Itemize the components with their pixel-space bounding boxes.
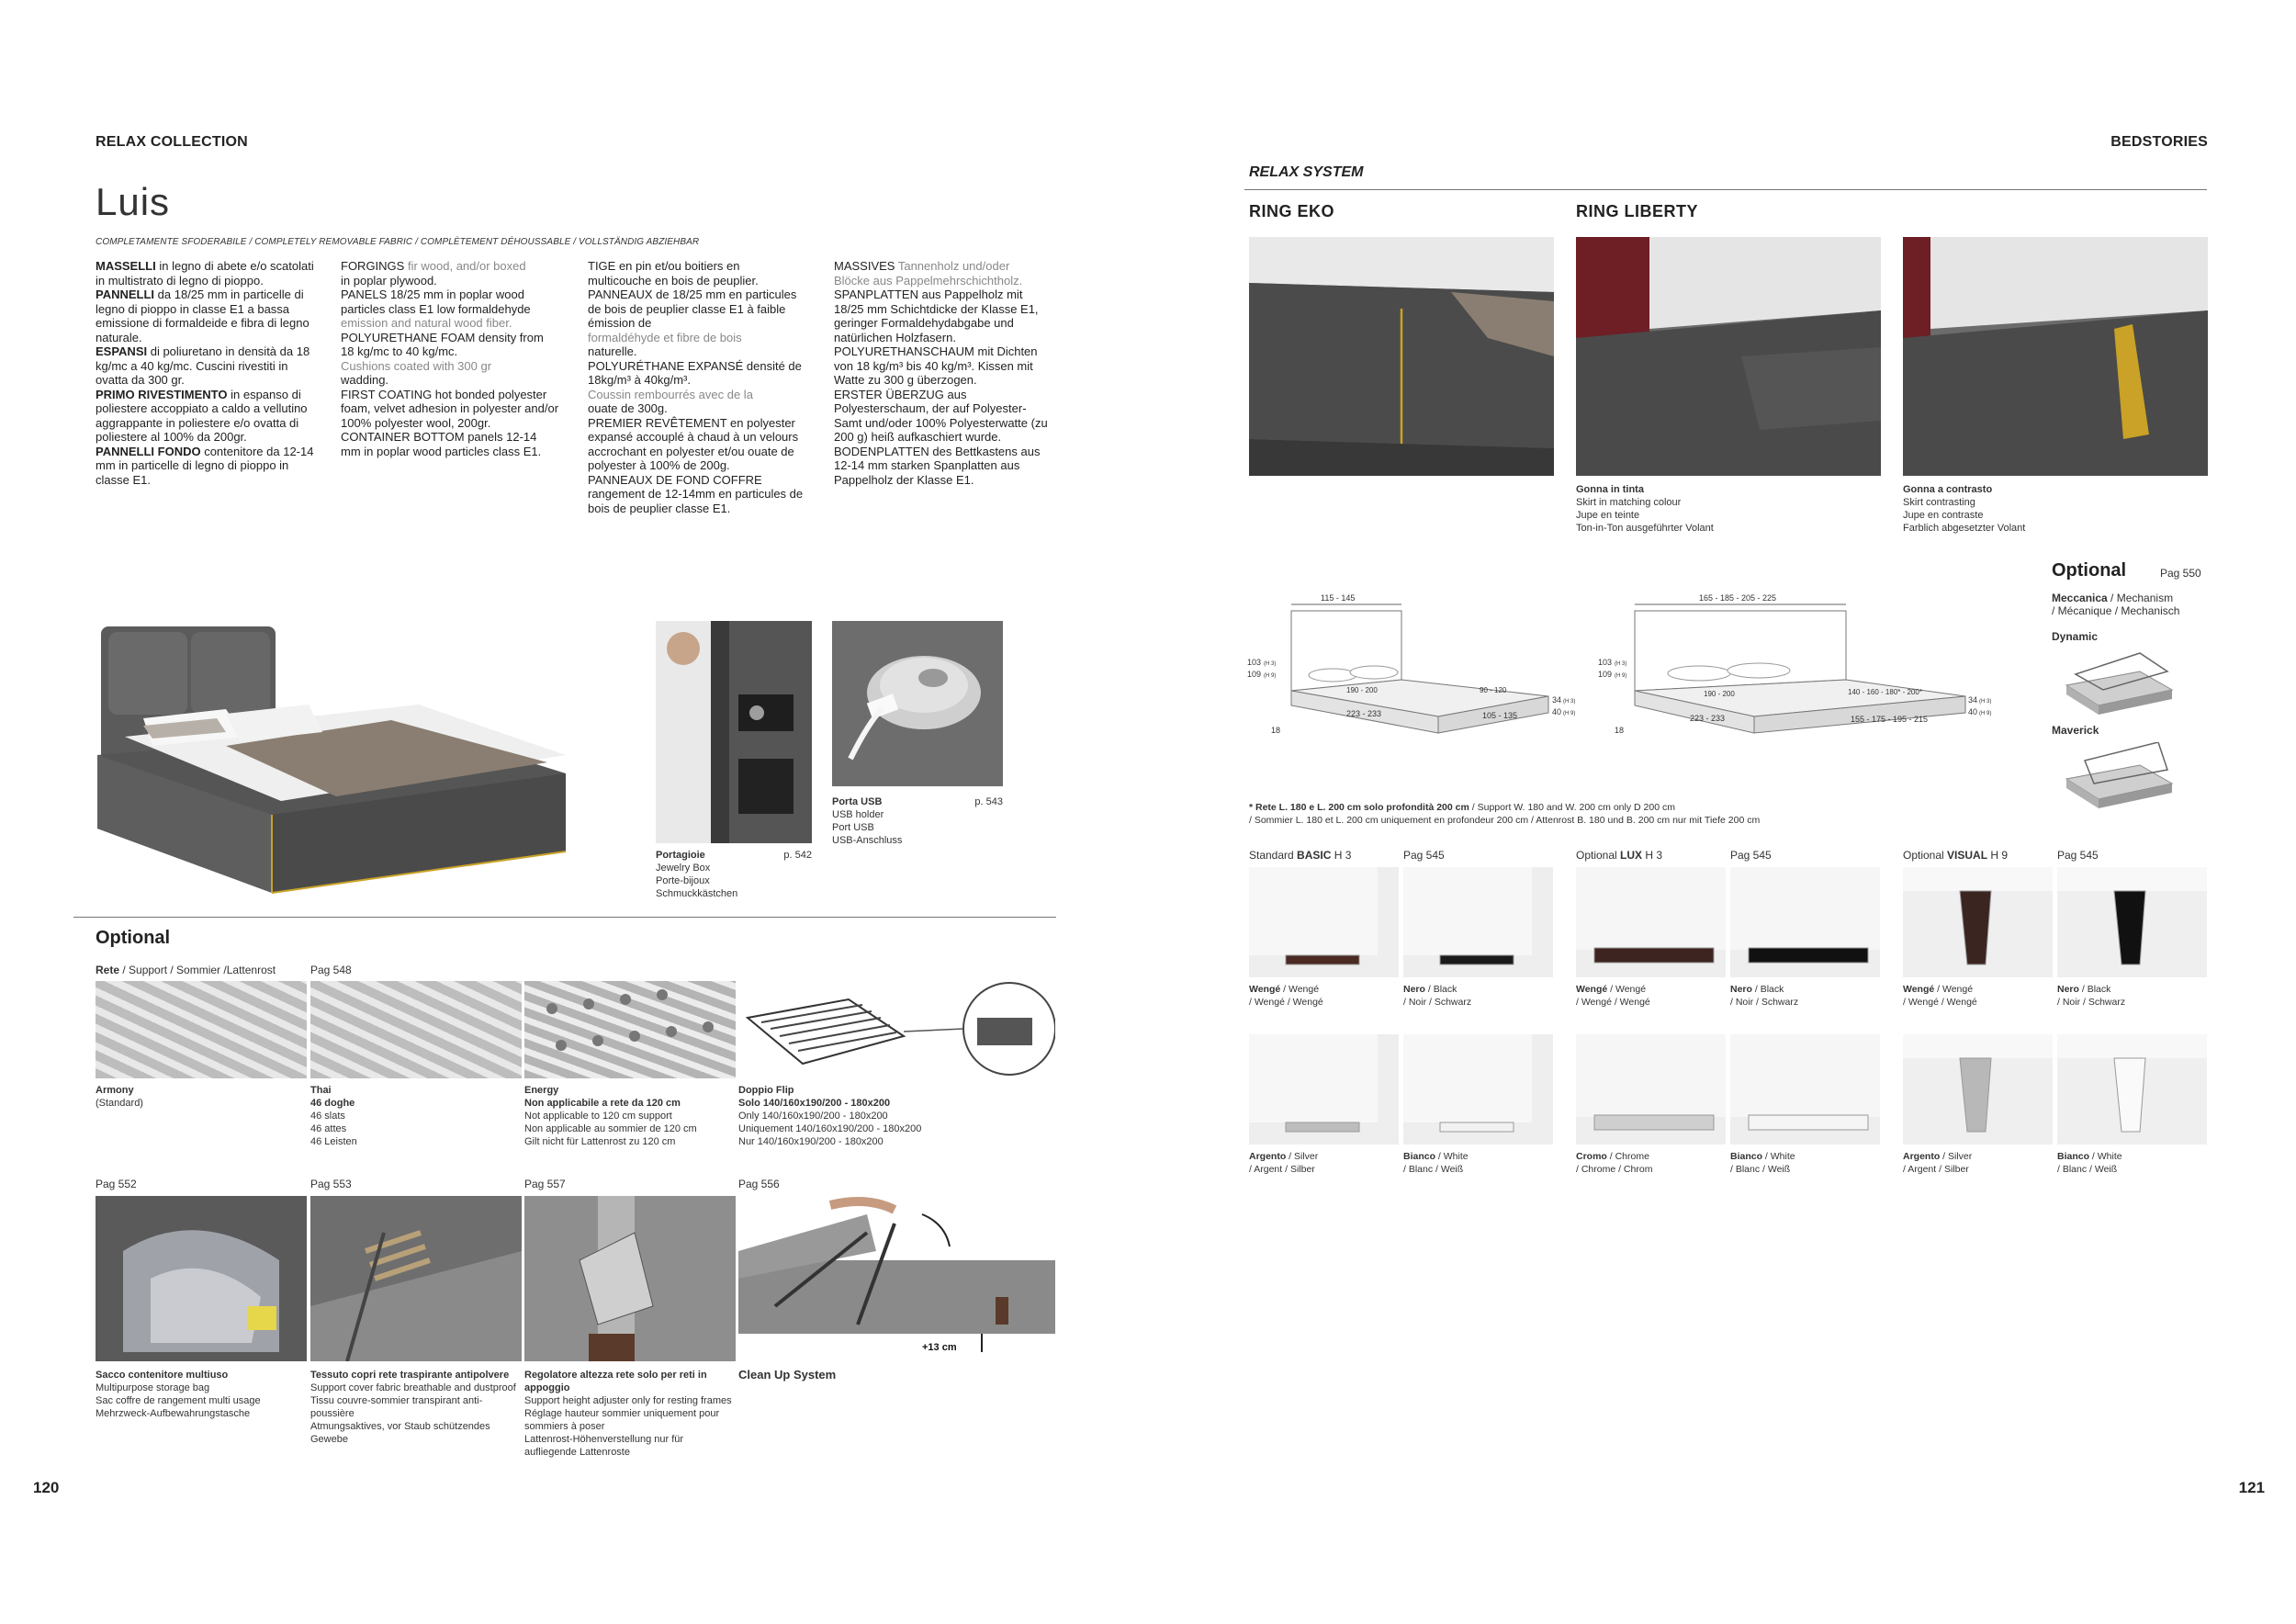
specs-english bbox=[341, 259, 559, 458]
spec-item bbox=[588, 344, 806, 359]
slat-energy-line-1: Not applicable to 120 cm support bbox=[524, 1111, 672, 1122]
slat-thai-caption bbox=[310, 1084, 522, 1148]
meccanica-rest: / Mechanism bbox=[2107, 592, 2174, 604]
foot-photo bbox=[1730, 867, 1880, 977]
liberty-foot: 18 bbox=[1615, 726, 1625, 735]
portagioie-title: Portagioie bbox=[656, 850, 705, 861]
acc-2-line-4: Atmungsaktives, vor Staub schützendes bbox=[310, 1421, 490, 1432]
feet-group-page: Pag 545 bbox=[1730, 849, 1772, 862]
spec-item bbox=[588, 401, 806, 416]
dynamic-mechanism-image bbox=[2057, 648, 2177, 715]
spec-bold: PANNELLI FONDO bbox=[96, 444, 201, 458]
liberty-h2s: (H 9) bbox=[1615, 673, 1627, 679]
ring-liberty-dimension-diagram bbox=[1598, 588, 2002, 744]
eko-w2: 90 - 120 bbox=[1480, 686, 1507, 694]
specs-italian bbox=[96, 259, 314, 487]
spec-item bbox=[588, 416, 806, 473]
rete-label bbox=[96, 964, 276, 976]
height-adjuster-photo bbox=[524, 1196, 736, 1361]
optional-title-left: Optional bbox=[96, 928, 171, 948]
spec-text: wadding. bbox=[341, 373, 389, 387]
spec-text: CONTAINER BOTTOM panels 12-14 mm in poplar wood particles class E1. bbox=[341, 430, 542, 458]
specs-german bbox=[834, 259, 1052, 487]
eko-h1s: (H 3) bbox=[1264, 661, 1277, 667]
eko-h2s: (H 9) bbox=[1264, 673, 1277, 679]
foot-caption: Bianco / White / Blanc / Weiß bbox=[1730, 1151, 1795, 1175]
foot-caption: Bianco / White / Blanc / Weiß bbox=[2057, 1151, 2122, 1175]
spec-item bbox=[96, 445, 314, 488]
gonna-tinta-caption bbox=[1576, 483, 1870, 535]
acc-3-title-2: appoggio bbox=[524, 1382, 570, 1393]
spec-item bbox=[341, 259, 559, 274]
meccanica-bold: Meccanica bbox=[2052, 592, 2108, 604]
foot-photo bbox=[1576, 1034, 1726, 1145]
eko-h2: 109 bbox=[1247, 670, 1262, 679]
porta-usb-photo bbox=[832, 621, 1003, 786]
eko-top-dim: 115 - 145 bbox=[1321, 593, 1356, 603]
acc-3-title: Regolatore altezza rete solo per reti in bbox=[524, 1370, 707, 1381]
foot-photo bbox=[1249, 867, 1399, 977]
spec-item bbox=[834, 274, 1052, 288]
acc-1-line-3: Mehrzweck-Aufbewahrungstasche bbox=[96, 1408, 251, 1419]
gonna-contrasto-title: Gonna a contrasto bbox=[1903, 484, 1993, 495]
acc-2-caption bbox=[310, 1369, 522, 1446]
slat-energy-line-3: Gilt nicht für Lattenrost zu 120 cm bbox=[524, 1136, 676, 1147]
spec-text: PANELS 18/25 mm in poplar wood particles class E1 low formaldehyde bbox=[341, 288, 531, 316]
slats-doppio-flip-photo bbox=[738, 981, 1055, 1078]
rete-label-rest: / Support / Sommier /Lattenrost bbox=[119, 964, 276, 976]
spec-text: POLYURETHANSCHAUM mit Dichten von 18 kg/m³ bis 40 kg/m³. Kissen mit Watte zu 300 g überzogen. bbox=[834, 344, 1038, 387]
spec-text: ouate de 300g. bbox=[588, 401, 668, 415]
specs-french bbox=[588, 259, 806, 515]
slat-thai-sub: 46 doghe bbox=[310, 1098, 355, 1109]
spec-item bbox=[96, 288, 314, 344]
spec-text: naturelle. bbox=[588, 344, 637, 358]
ring-liberty-matching-photo bbox=[1576, 237, 1881, 476]
slat-energy-caption bbox=[524, 1084, 736, 1148]
spec-text-gray: emission and natural wood fiber. bbox=[341, 316, 512, 330]
spec-item bbox=[341, 316, 559, 331]
foot-caption: Nero / Black / Noir / Schwarz bbox=[1730, 984, 1799, 1008]
spec-text-gray: Coussin rembourrés avec de la bbox=[588, 387, 753, 401]
liberty-r2s: (H 9) bbox=[1979, 711, 1992, 716]
relax-system-divider bbox=[1244, 189, 2207, 190]
foot-photo bbox=[1730, 1034, 1880, 1145]
foot-caption: Wengé / Wengé / Wengé / Wengé bbox=[1576, 984, 1650, 1008]
foot-caption: Argento / Silver / Argent / Silber bbox=[1903, 1151, 1973, 1175]
liberty-h1s: (H 3) bbox=[1615, 661, 1627, 667]
eko-w1: 190 - 200 bbox=[1346, 686, 1378, 694]
gonna-tinta-line-2: Jupe en teinte bbox=[1576, 510, 1640, 521]
page-number-right: 121 bbox=[2238, 1479, 2265, 1496]
slat-doppio-flip-line-1: Only 140/160x190/200 - 180x200 bbox=[738, 1111, 888, 1122]
liberty-h2: 109 bbox=[1598, 670, 1613, 679]
spec-text: TIGE en pin et/ou boitiers en multicouche en bois de peuplier. bbox=[588, 259, 759, 288]
acc-4-title: Clean Up System bbox=[738, 1368, 837, 1382]
slat-energy-title: Energy bbox=[524, 1085, 559, 1096]
liberty-r2: 40 bbox=[1968, 707, 1978, 716]
liberty-h1: 103 bbox=[1598, 658, 1613, 667]
slat-doppio-flip-caption bbox=[738, 1084, 959, 1148]
spec-text-gray: Tannenholz und/oder bbox=[897, 259, 1010, 273]
spec-item bbox=[588, 259, 806, 288]
spec-item bbox=[588, 473, 806, 516]
eko-l2: 105 - 135 bbox=[1482, 711, 1518, 720]
brand-header: BEDSTORIES bbox=[2110, 134, 2208, 150]
acc-3-line-2: Réglage hauteur sommier uniquement pour bbox=[524, 1408, 720, 1419]
spec-text: SPANPLATTEN aus Pappelholz mit 18/25 mm Schichtdicke der Klasse E1, geringer Formaldehydabgabe und natürlichen Holzfasern. bbox=[834, 288, 1039, 344]
feet-group-page: Pag 545 bbox=[2057, 849, 2099, 862]
spec-text: in poplar plywood. bbox=[341, 273, 437, 288]
acc-2-line-1: Support cover fabric breathable and dustproof bbox=[310, 1382, 516, 1393]
liberty-r1s: (H 3) bbox=[1979, 699, 1992, 705]
optional-right-page: Pag 550 bbox=[2160, 567, 2201, 580]
feet-group-label: Standard BASIC H 3 bbox=[1249, 849, 1352, 862]
slat-armony-line: (Standard) bbox=[96, 1098, 143, 1109]
spec-text-gray: Blöcke aus Pappelmehrschichtholz. bbox=[834, 273, 1023, 288]
cover-fabric-photo bbox=[310, 1196, 522, 1361]
slat-energy-sub: Non applicabile a rete da 120 cm bbox=[524, 1098, 681, 1109]
size-note bbox=[1249, 801, 2204, 827]
spec-item bbox=[588, 288, 806, 331]
acc-1-title: Sacco contenitore multiuso bbox=[96, 1370, 229, 1381]
acc-4-page: Pag 556 bbox=[738, 1178, 780, 1190]
acc-2-title: Tessuto copri rete traspirante antipolvere bbox=[310, 1370, 510, 1381]
gonna-contrasto-line-2: Jupe en contraste bbox=[1903, 510, 1984, 521]
foot-photo bbox=[1903, 1034, 2053, 1145]
slat-doppio-flip-line-2: Uniquement 140/160x190/200 - 180x200 bbox=[738, 1123, 922, 1134]
gonna-tinta-title: Gonna in tinta bbox=[1576, 484, 1644, 495]
spec-item bbox=[834, 388, 1052, 445]
slat-thai-title: Thai bbox=[310, 1085, 332, 1096]
spec-item bbox=[96, 388, 314, 445]
eko-r2: 40 bbox=[1552, 707, 1562, 716]
ring-liberty-title: RING LIBERTY bbox=[1576, 202, 1699, 220]
slat-thai-line-2: 46 attes bbox=[310, 1123, 347, 1134]
spec-text: FIRST COATING hot bonded polyester foam, velvet adhesion in polyester and/or 100% polyester wool, 200gr. bbox=[341, 387, 559, 430]
spec-item bbox=[834, 445, 1052, 488]
spec-text: PANNEAUX DE FOND COFFRE rangement de 12-14mm en particules de bois de peuplier classe E1. bbox=[588, 472, 804, 515]
maverick-mechanism-image bbox=[2057, 742, 2177, 808]
acc-3-line-3: sommiers à poser bbox=[524, 1421, 605, 1432]
portagioie-line-3: Schmuckkästchen bbox=[656, 888, 738, 899]
spec-bold: ESPANSI bbox=[96, 344, 148, 358]
spec-item bbox=[96, 259, 314, 288]
portagioie-photo bbox=[656, 621, 812, 843]
luis-bed-photo bbox=[88, 617, 584, 920]
liberty-l2: 155 - 175 - 195 - 215 bbox=[1851, 715, 1929, 724]
acc-1-line-1: Multipurpose storage bag bbox=[96, 1382, 210, 1393]
rete-page: Pag 548 bbox=[310, 964, 352, 976]
spec-text: PANNEAUX de 18/25 mm en particules de bois de peuplier classe E1 à faible émission de bbox=[588, 288, 797, 330]
eko-l1: 223 - 233 bbox=[1346, 709, 1382, 718]
liberty-r1: 34 bbox=[1968, 695, 1978, 705]
foot-caption: Wengé / Wengé / Wengé / Wengé bbox=[1249, 984, 1323, 1008]
size-note-rest: / Support W. 180 and W. 200 cm only D 200 cm bbox=[1469, 802, 1675, 813]
ring-eko-title: RING EKO bbox=[1249, 202, 1335, 220]
porta-usb-caption bbox=[832, 795, 1003, 847]
foot-photo bbox=[2057, 1034, 2207, 1145]
gonna-contrasto-line-3: Farblich abgesetzter Volant bbox=[1903, 523, 2026, 534]
spec-text: contenitore da 12-14 mm in particelle di legno di pioppo in classe E1. bbox=[96, 444, 314, 487]
liberty-top-dim: 165 - 185 - 205 - 225 bbox=[1699, 593, 1777, 603]
size-note-bold: * Rete L. 180 e L. 200 cm solo profondità 200 cm bbox=[1249, 802, 1469, 813]
slat-doppio-flip-line-3: Nur 140/160x190/200 - 180x200 bbox=[738, 1136, 884, 1147]
slats-energy-photo bbox=[524, 981, 736, 1078]
page-number-left: 120 bbox=[33, 1479, 60, 1496]
acc-1-line-2: Sac coffre de rangement multi usage bbox=[96, 1395, 261, 1406]
product-subtitle: COMPLETAMENTE SFODERABILE / COMPLETELY REMOVABLE FABRIC / COMPLÈTEMENT DÉHOUSSABLE / VOLLSTÄNDIG ABZIEHBAR bbox=[96, 237, 700, 247]
spec-item bbox=[341, 288, 559, 316]
product-title: Luis bbox=[96, 180, 171, 223]
spec-text: BODENPLATTEN des Bettkastens aus 12-14 mm starken Spanplatten aus Pappelholz der Klasse E1. bbox=[834, 444, 1041, 487]
spec-text: in legno di abete e/o scatolati in multistrato di legno di pioppo. bbox=[96, 259, 314, 288]
portagioie-caption bbox=[656, 849, 812, 900]
acc-3-line-5: aufliegende Lattenroste bbox=[524, 1447, 630, 1458]
meccanica-line-2: / Mécanique / Mechanisch bbox=[2052, 604, 2180, 617]
porta-usb-line-1: USB holder bbox=[832, 809, 884, 820]
foot-caption: Nero / Black / Noir / Schwarz bbox=[1403, 984, 1472, 1008]
relax-system-title: RELAX SYSTEM bbox=[1249, 164, 1364, 180]
eko-r2s: (H 9) bbox=[1563, 711, 1576, 716]
foot-photo bbox=[2057, 867, 2207, 977]
optional-title-right: Optional bbox=[2052, 560, 2127, 581]
foot-photo bbox=[1903, 867, 2053, 977]
feet-group-page: Pag 545 bbox=[1403, 849, 1445, 862]
spec-bold: MASSELLI bbox=[96, 259, 156, 273]
slat-doppio-flip-title: Doppio Flip bbox=[738, 1085, 794, 1096]
maverick-label: Maverick bbox=[2052, 724, 2099, 737]
meccanica-label bbox=[2052, 592, 2179, 617]
portagioie-line-1: Jewelry Box bbox=[656, 863, 711, 874]
spec-item bbox=[341, 359, 559, 374]
feet-group-label: Optional LUX H 3 bbox=[1576, 849, 1663, 862]
acc-3-line-4: Lattenrost-Höhenverstellung nur für bbox=[524, 1434, 684, 1445]
spec-item bbox=[341, 274, 559, 288]
eko-r1: 34 bbox=[1552, 695, 1562, 705]
spec-item bbox=[341, 388, 559, 431]
spec-item bbox=[834, 288, 1052, 344]
porta-usb-title: Porta USB bbox=[832, 796, 883, 807]
ring-eko-dimension-diagram bbox=[1245, 588, 1585, 744]
foot-photo bbox=[1403, 1034, 1553, 1145]
gonna-tinta-line-1: Skirt in matching colour bbox=[1576, 497, 1682, 508]
slat-armony-caption bbox=[96, 1084, 307, 1110]
clean-up-system-photo bbox=[738, 1196, 1055, 1361]
porta-usb-page: p. 543 bbox=[974, 796, 1003, 807]
spec-text: MASSIVES bbox=[834, 259, 898, 273]
spec-text: PREMIER REVÊTEMENT en polyester expansé accouplé à chaud à un velours accrochant en polyester et/ou ouate de polyester à 100% de 200g. bbox=[588, 415, 799, 472]
gonna-tinta-line-3: Ton-in-Ton ausgeführter Volant bbox=[1576, 523, 1714, 534]
eko-foot: 18 bbox=[1271, 726, 1281, 735]
spec-item bbox=[588, 331, 806, 345]
portagioie-line-2: Porte-bijoux bbox=[656, 875, 710, 886]
foot-photo bbox=[1576, 867, 1726, 977]
acc-1-page: Pag 552 bbox=[96, 1178, 137, 1190]
slat-thai-line-3: 46 Leisten bbox=[310, 1136, 357, 1147]
ring-eko-photo bbox=[1249, 237, 1554, 476]
spec-item bbox=[588, 388, 806, 402]
storage-bag-photo bbox=[96, 1196, 307, 1361]
eko-r1s: (H 3) bbox=[1563, 699, 1576, 705]
foot-photo bbox=[1403, 867, 1553, 977]
acc-2-line-5: Gewebe bbox=[310, 1434, 348, 1445]
feet-group-label: Optional VISUAL H 9 bbox=[1903, 849, 2009, 862]
liberty-w2: 140 - 160 - 180* - 200* bbox=[1848, 688, 1922, 696]
foot-caption: Argento / Silver / Argent / Silber bbox=[1249, 1151, 1319, 1175]
slat-thai-line-1: 46 slats bbox=[310, 1111, 345, 1122]
acc-4-caption bbox=[738, 1369, 950, 1382]
foot-caption: Nero / Black / Noir / Schwarz bbox=[2057, 984, 2126, 1008]
spec-text-gray: fir wood, and/or boxed bbox=[407, 259, 526, 273]
ring-liberty-contrast-photo bbox=[1903, 237, 2208, 476]
spec-text-gray: Cushions coated with 300 gr bbox=[341, 358, 492, 373]
acc-2-line-2: Tissu couvre-sommier transpirant anti- bbox=[310, 1395, 483, 1406]
spec-item bbox=[341, 373, 559, 388]
spec-text-gray: formaldéhyde et fibre de bois bbox=[588, 330, 742, 344]
spec-text: ERSTER ÜBERZUG aus Polyesterschaum, der auf Polyester-Samt und/oder 100% Polyesterwatte (zu 200 g) heiß aufkaschiert wurde. bbox=[834, 387, 1048, 444]
dynamic-label: Dynamic bbox=[2052, 630, 2099, 643]
optional-divider bbox=[73, 917, 1056, 918]
spec-text: FORGINGS bbox=[341, 259, 408, 273]
slat-doppio-flip-sub: Solo 140/160x190/200 - 180x200 bbox=[738, 1098, 891, 1109]
spec-item bbox=[96, 344, 314, 388]
rete-label-bold: Rete bbox=[96, 964, 120, 976]
slat-energy-line-2: Non applicable au sommier de 120 cm bbox=[524, 1123, 697, 1134]
spec-bold: PRIMO RIVESTIMENTO bbox=[96, 387, 228, 401]
spec-bold: PANNELLI bbox=[96, 288, 155, 301]
foot-caption: Cromo / Chrome / Chrome / Chrom bbox=[1576, 1151, 1653, 1175]
spec-item bbox=[588, 359, 806, 388]
spec-text: in espanso di poliestere accoppiato a caldo a vellutino aggrappante in poliestere e/o ovatta di poliestere al 100% da 200gr. bbox=[96, 387, 308, 444]
slats-armony-photo bbox=[96, 981, 307, 1078]
portagioie-page: p. 542 bbox=[783, 850, 812, 861]
collection-header: RELAX COLLECTION bbox=[96, 134, 248, 150]
gonna-contrasto-caption bbox=[1903, 483, 2197, 535]
foot-photo bbox=[1249, 1034, 1399, 1145]
acc-1-caption bbox=[96, 1369, 307, 1420]
clean-up-badge: +13 cm bbox=[922, 1342, 957, 1353]
foot-caption: Wengé / Wengé / Wengé / Wengé bbox=[1903, 984, 1977, 1008]
spec-item bbox=[341, 331, 559, 359]
acc-3-caption bbox=[524, 1369, 736, 1459]
spec-item bbox=[834, 259, 1052, 274]
gonna-contrasto-line-1: Skirt contrasting bbox=[1903, 497, 1975, 508]
acc-2-line-3: poussière bbox=[310, 1408, 355, 1419]
liberty-l1: 223 - 233 bbox=[1690, 714, 1726, 723]
porta-usb-line-2: Port USB bbox=[832, 822, 874, 833]
acc-3-page: Pag 557 bbox=[524, 1178, 566, 1190]
acc-2-page: Pag 553 bbox=[310, 1178, 352, 1190]
porta-usb-line-3: USB-Anschluss bbox=[832, 835, 903, 846]
liberty-w1: 190 - 200 bbox=[1704, 690, 1735, 698]
spec-text: da 18/25 mm in particelle di legno di pioppo in classe E1 a bassa emissione di formaldeide e fibra di legno naturale. bbox=[96, 288, 310, 344]
spec-item bbox=[341, 430, 559, 458]
acc-3-line-1: Support height adjuster only for resting frames bbox=[524, 1395, 732, 1406]
spec-item bbox=[834, 344, 1052, 388]
spec-text: di poliuretano in densità da 18 kg/mc a 40 kg/mc. Cuscini rivestiti in ovatta da 300 gr. bbox=[96, 344, 310, 387]
spec-text: POLYURETHANE FOAM density from 18 kg/mc to 40 kg/mc. bbox=[341, 330, 544, 358]
slats-thai-photo bbox=[310, 981, 522, 1078]
foot-caption: Bianco / White / Blanc / Weiß bbox=[1403, 1151, 1469, 1175]
eko-h1: 103 bbox=[1247, 658, 1262, 667]
spec-text: POLYURÉTHANE EXPANSÉ densité de 18kg/m³ à 40kg/m³. bbox=[588, 358, 802, 387]
size-note-line-2: / Sommier L. 180 et L. 200 cm uniquement en profondeur 200 cm / Attenrost B. 180 und B. 200 cm nur mit Tiefe 200 cm bbox=[1249, 815, 1761, 826]
slat-armony-title: Armony bbox=[96, 1085, 134, 1096]
